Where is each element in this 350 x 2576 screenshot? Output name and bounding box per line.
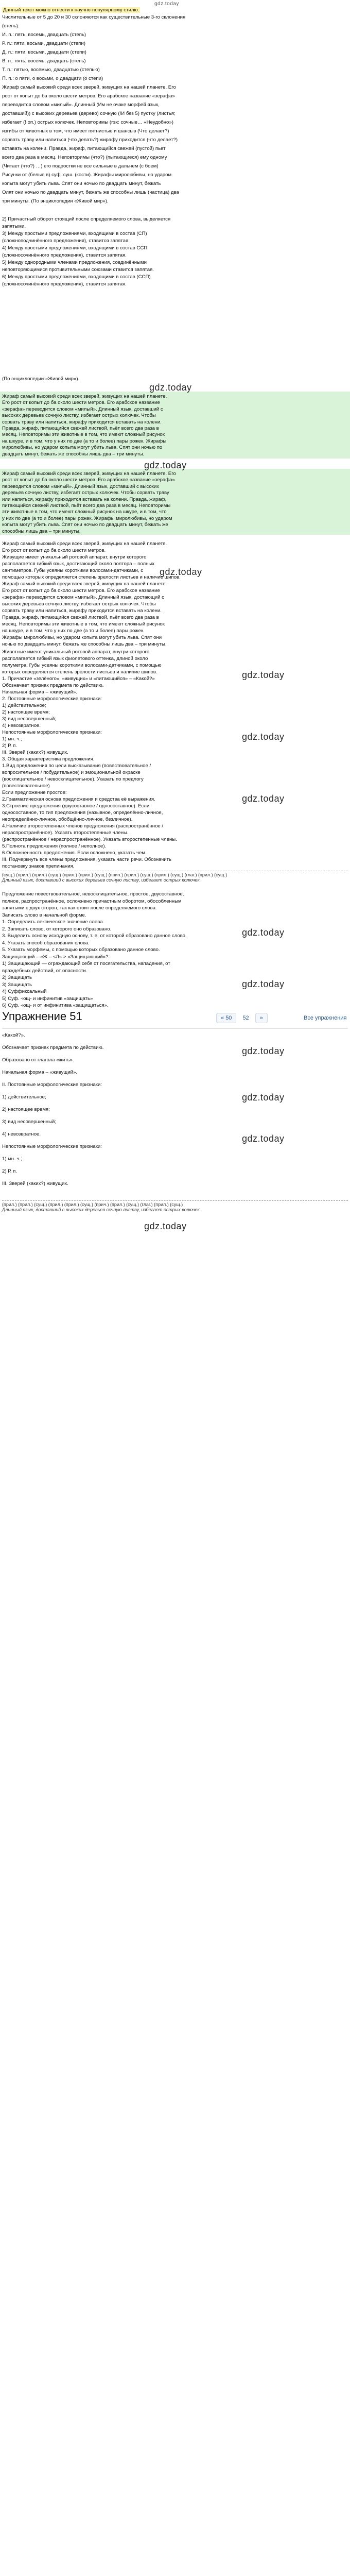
text-line: Олят они ночью по двадцать минут, бежать же способны лишь (частица) два [2,190,179,195]
watermark: gdz.today [154,1,179,7]
watermark: gdz.today [144,460,187,470]
text-line: И. п.: пять, восемь, двадцать (степь) [2,32,86,38]
watermark: gdz.today [242,979,285,989]
text-line: 2) Р. п. [2,1168,17,1174]
text-line: Д. п.: пяти, восьми, двадцати (степи) [2,49,86,55]
scheme-sentence: Длинный язык, доставший с высоких деревьев сочную листву, избегает острых колючек. [2,877,201,883]
text-line: (сложносочинённого предложения), ставится запятая. [2,281,127,287]
text-line: 5) Суф. -ющ- и инфинитив «защищать» [2,995,93,1002]
text-line: миролюбивы, но ударом копыта могут убить льва. Спят они ночью по [2,445,163,451]
watermark: gdz.today [242,1092,285,1103]
text-line: сорвать траву или напиться, жирафу приходится вставать на колени. [2,608,162,614]
text-line: вопросительное / побудительное) и эмоциональной окраске [2,770,141,775]
text-line: питающийся свежей листвой, пьёт всего два раза в месяц. Неповторимы [2,503,171,509]
watermark: gdz.today [242,1133,285,1144]
text-line: полуметра. Губы усеяны короткими волосами-датчиками, с помощью [2,663,162,668]
text-line: запятыми с двух сторон, так как стоит после определяемого слова. [2,905,157,911]
text-line: Рисунки от (белые в) суф. суш. (кости). Жирафы миролюбивы, но ударом [2,172,172,178]
text-line: (сложноподчинённого предложения), ставится запятая. [2,238,130,244]
text-line: 4) невозвратное. [2,1131,41,1137]
text-line: Начальная форма – «живущий». [2,689,78,695]
text-line: 3) Между простыми предложениями, входящими в состав (СП) [2,231,147,236]
text-line: Образовано от глагола «жить». [2,1057,74,1063]
text-line: 1) действительное; [2,703,46,708]
text-line: рост от копыт до ба около шести метров. Его арабское название «зерафа» [2,477,175,483]
text-line: 4) невозвратное. [2,723,41,728]
text-line: неповторяющимися противительными союзами ставится запятая. [2,267,154,273]
text-line: 2) Защищать [2,975,32,980]
text-line: эти животные в том, что имеют сложный рисунок на шкуре, и в том, что [2,509,167,515]
text-line: Животные имеют уникальный ротовой аппарат, внутри которого [2,649,150,655]
text-line: Жираф самый высокий среди всех зверей, живущих на нашей планете. Его [2,471,176,477]
text-line: постановку знаков препинания. [2,863,75,869]
watermark: gdz.today [160,567,202,577]
text-line: высоких деревьев сочную листву, избегает острых колючек. Чтобы [2,413,156,419]
text-line: Его рост от копыт до ба около шести метров. Его арабское название [2,588,160,594]
answer-panel-1 [0,392,350,459]
prev-exercise-label: 50 [225,1015,232,1021]
sentence-scheme-2 [2,1200,348,1212]
text-line: Жирафы миролюбивы, но ударом копыта могут убить льва. Спят они [2,635,162,640]
text-line: Правда, жираф, питающийся свежей листвой, пьёт всего два раза в [2,426,159,431]
text-line: враждебных действий, от опасности. [2,968,87,974]
text-line: 4. Указать способ образования слова. [2,940,90,946]
prev-exercise-button[interactable] [216,1013,236,1023]
exercise-heading: Упражнение 51 [2,1010,82,1023]
text-line: двадцать минут, бежать же способны лишь два – три минуты. [2,451,145,457]
text-line: месяц. Неповторимы эти животные в том, что имеют сложный рисунок [2,432,165,438]
text-line: помощью которых определяется степень зрелости листьев и наличие шипов. [2,574,181,580]
text-line: 2.Грамматическая основа предложения и средства её выражения. [2,796,155,802]
text-line: сантиметров. Губы усеяны короткими волосами-датчиками, с [2,568,144,573]
watermark: gdz.today [242,1046,285,1056]
intro-text [2,7,348,13]
scheme-parts-of-speech: (сущ.) (прил.) (прил.) (сущ.) (прил.) (прил.) (сущ.) (прич.) (прил.) (сущ.) (прил.) (сущ.) (глаг.) (прил.) (сущ.) [2,872,227,877]
next-exercise-button[interactable] [255,1013,268,1023]
text-line: 2. Записать слово, от которого оно образовано. [2,926,112,932]
text-line: 4) Суффиксальный [2,989,47,994]
text-line: способны лишь два – три минуты. [2,528,81,534]
text-line: III. Зверей (каких?) живущих. [2,750,68,755]
text-line: 3. Общая характеристика предложения. [2,756,95,762]
text-line: (повествовательное) [2,783,50,789]
text-line: 1) Защищающий — ограждающий себя от посягательства, нападения, от [2,961,170,967]
text-line: располагается гибкий язык, достигающий около полтора – полных [2,561,155,567]
text-line: 5. Указать морфемы, с помощью которых образовано данное слово. [2,947,160,953]
watermark: gdz.today [242,670,285,680]
text-line: копыта могут убить льва. Спят они ночью по двадцать минут, бежать [2,181,161,187]
text-line: Жираф самый высокий среди всех зверей, живущих на нашей планете. [2,394,167,399]
text-line: Жираф самый высокий среди всех зверей, живущих на нашей планете. [2,541,167,547]
text-line: месяц. Неповторимы эти животные в том, что имеют сложный рисунок [2,621,165,627]
text-line: 3. Выделить основу исходную основу, т. е, от которой образовано данное слово. [2,933,187,939]
text-line: Предложение повествовательное, невосклицательное, простое, двусоставное, [2,891,184,897]
text-line: 1) действительное; [2,1094,46,1100]
text-line: 2) Р. п. [2,743,17,749]
text-line: Защищающий – «Ж – <Л» > «Защищающий»? [2,954,109,960]
text-line: Т. п.: пятью, восемью, двадцатью (степью) [2,67,100,73]
text-line: всего два раза в месяц. Неповторимы (что?) (пытающиеся) ему одному [2,155,167,160]
watermark: gdz.today [242,927,285,938]
text-line: копыта могут убить льва. Спят они ночью по двадцать минут, бежать же [2,522,168,528]
text-line: 1. Определить лексическое значение слова. [2,919,104,925]
text-line: 2) настоящее время; [2,1107,50,1112]
watermark: gdz.today [242,732,285,742]
text-line: Жираф самый высокий среди всех зверей, живущих на нашей планете. Его [2,84,176,90]
text-line: 1.Вид предложения по цели высказывания (повествовательное / [2,763,151,769]
text-line: «зерафа» переводится словом «милый». Длинный язык, доставший с [2,406,163,412]
text-line: «зерафа» переводится словом «милый». Длинный язык, достающий с [2,595,164,600]
text-line: Начальная форма – «живущий». [2,1070,78,1075]
text-line: 3.Строение предложения (двусоставное / односоставное). Если [2,803,150,809]
text-line: 4.Наличие второстепенных членов предложения (распространённое / [2,823,164,829]
text-line: рост от копыт до ба около шести метров. Его арабское название «зерафа» [2,93,175,99]
text-line: ночью по двадцать минут, бежать же способны лишь два – три минуты. [2,641,167,647]
watermark: gdz.today [242,793,285,804]
text-line: (распространённое / нераспространённое). Указать второстепенные члены. [2,837,177,842]
text-line: или напиться, жирафу приходится вставать на колени. Правда, жираф, [2,496,167,502]
text-line: Его рост от копыт до ба около шести метров. [2,548,106,553]
text-line: 4) Между простыми предложениями, входящими в состав ССП [2,245,148,251]
answer-panel-2 [0,469,350,535]
text-line: вставать на колени. Правда, жираф, питающийся свежей (пустой) пьет [2,146,166,151]
text-line: (восклицательное / невосклицательное). Указать по предлогу [2,776,144,782]
text-line: которых определяется степень зрелости листьев и наличие шипов. [2,669,157,675]
text-line: «Какой?». [2,1032,25,1038]
text-line: II. Постоянные морфологические признаки: [2,1082,102,1088]
text-line: переводится словом «милый». Длинный язык, доставший с высоких [2,483,160,489]
text-line: на шкуре, и в том, что у них по две (а то и более) пары рожек. [2,628,145,634]
text-line: III. Зверей (каких?) живущих. [2,1181,68,1187]
watermark: gdz.today [144,1221,187,1231]
text-line: Если предложение простое: [2,790,67,795]
text-line: деревьев сочную листву, избегает острых колючек. Чтобы сорвать траву [2,490,169,496]
text-line: Р. п.: пяти, восьми, двадцати (степи) [2,41,85,46]
text-line: Числительные от 5 до 20 и 30 склоняются как существительные 3-го склонения [2,14,186,20]
text-line: 3) вид несовершенный; [2,1119,56,1125]
text-line: располагается гибкий язык фиолетового оттенка, длиной около [2,656,148,662]
text-line: полное, распространённое, осложнено причастным оборотом, обособленным [2,898,182,904]
text-line: сорвать траву или напиться, жирафу приходится вставать на колени. [2,419,162,425]
text-line: Непостоянные морфологические признаки: [2,730,102,735]
sentence-scheme-1 [2,871,348,883]
text-line: Обозначает признак предмета по действию. [2,683,104,688]
text-line: у них по две (а то и более) пары рожек. Жирафы миролюбивы, но ударом [2,515,172,521]
text-line: 5.Полнота предложения (полное / неполное). [2,843,107,849]
text-line: изгибы от животных в том, что имеет пятнистые и шансыв (Что делает?) [2,128,169,134]
part2-reference: (По энциклопедии «Живой мир»). [2,376,80,382]
text-line: 2) настоящее время; [2,709,50,715]
intro-highlight: Данный текст можно отнести к научно-популярному стилю. [3,7,139,13]
text-line: неопределённо-личное, обобщённо-личное, безличное). [2,817,133,822]
text-line: запятыми. [2,224,26,229]
text-line: нераспространённое). Указать второстепенные члены. [2,830,129,836]
text-line: 1) мн. ч.; [2,1156,22,1162]
text-line: высоких деревьев сочную листву, избегает острых колючек. Чтобы [2,601,156,607]
text-line: (сложносочинённого предложения), ставится запятая. [2,252,127,258]
text-line: 2) Причастный оборот стоящий после определяемого слова, выделяется [2,216,171,222]
text-line: 1) мн. ч.; [2,736,22,742]
text-line: (степь): [2,23,20,29]
text-line: 2. Постоянные морфологические признаки: [2,696,102,702]
text-line: три минуты. (По энциклопедии «Живой мир»). [2,198,109,204]
text-line: доставший)) с высоких деревьев (дерево) сочную (!И без 5) пустку (листья; [2,111,176,116]
all-exercises-link[interactable]: Все упражнения [304,1015,347,1021]
text-line: переводится словом «милый». Длинный (Им не очаке морфей язык, [2,102,160,108]
current-exercise: 52 [242,1015,249,1021]
text-line: Живущие имеет уникальный ротовой аппарат, внутри которого [2,554,147,560]
text-line: 6.Осложнённость предложения. Если осложнено, указать чем. [2,850,147,856]
text-line: избегает (! оп.) острых колючек. Неповторимы (гэх: сочные… «Неудобно») [2,120,173,125]
text-line: (Читает (что?) …) его подростки не все сильные в дальнем (с боем) [2,163,159,169]
text-line: 6) Суф. -ющ- и от инфинитива «защищаться». [2,1003,109,1008]
text-line: Жираф самый высокий среди всех зверей, живущих на нашей планете. [2,581,167,587]
text-line: Записать слово в начальной форме. [2,912,86,918]
text-line: на шкуре, и в том, что у них по две (а то и более) пары рожек. Жирафы [2,438,167,444]
chevron-left-icon: « [221,1015,224,1021]
text-line: односоставное, то тип предложения (назывное, определённо-личное, [2,810,163,816]
scheme-parts-of-speech: (прил.) (прил.) (сущ.) (прил.) (прил.) (сущ.) (прич.) (прил.) (сущ.) (глаг.) (прил.) (сущ.) [2,1202,183,1207]
text-line: 1. Причастие «зелёного», «живущих» и «питающийся» – «Какой?» [2,676,155,682]
watermark: gdz.today [149,382,192,393]
chevron-right-icon: » [259,1015,263,1021]
text-line: 3) вид несовершенный; [2,716,56,722]
text-line: П. п.: о пяти, о восьми, о двадцати (о степи) [2,76,103,81]
text-line: Непостоянные морфологические признаки: [2,1144,102,1149]
scheme-sentence: Длинный язык, доставший с высоких деревьев сочную листву, избегает острых колючек. [2,1207,201,1212]
text-line: III. Подчеркнуть все члены предложения, указать части речи. Обозначить [2,857,172,862]
text-line: В. п.: пять, восемь, двадцать (степь) [2,58,86,64]
text-line: Его рост от копыт до ба около шести метров. Его арабское название [2,400,160,406]
text-line: Обозначает признак предмета по действию. [2,1045,104,1050]
exercise-pager [216,1013,268,1023]
text-line: 6) Между простыми предложениями, входящими в состав (ССП) [2,274,151,280]
text-line: Правда, жираф, питающийся свежей листвой, пьёт всего два раза в [2,615,159,620]
text-line: 5) Между однородными членами предложения, соединёнными [2,260,147,265]
divider [2,1028,348,1029]
text-line: 3) Защищать [2,981,32,988]
text-line: сорвать траву или напиться (что делать?) жирафу приходится (что делает?) [2,137,178,143]
